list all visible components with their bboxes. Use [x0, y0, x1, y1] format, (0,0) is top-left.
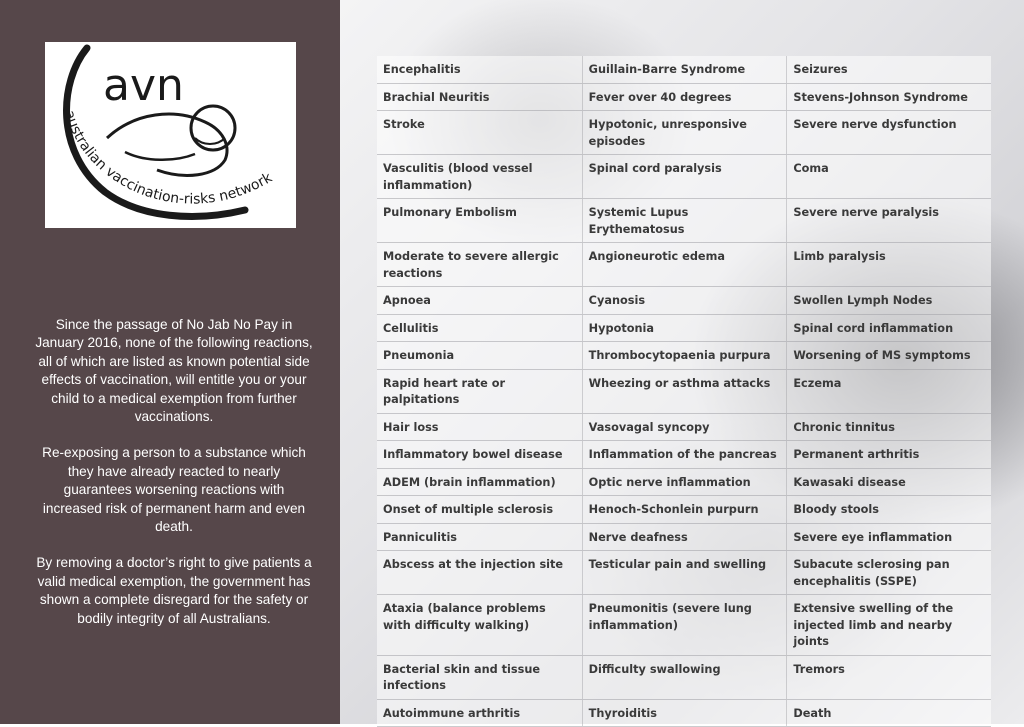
table-row — [377, 700, 991, 727]
table-row — [377, 441, 991, 469]
table-cell: Thrombocytopaenia purpura — [582, 342, 787, 369]
table-cell: Ataxia (balance problems with difficulty walking) — [377, 595, 582, 655]
table-row — [377, 342, 991, 370]
table-cell: Rapid heart rate or palpitations — [377, 370, 582, 413]
table-cell: Apnoea — [377, 287, 582, 314]
table-cell: Onset of multiple sclerosis — [377, 496, 582, 523]
table-cell: Severe nerve dysfunction — [786, 111, 991, 154]
table-row — [377, 287, 991, 315]
table-cell: Hypotonia — [582, 315, 787, 342]
table-cell: Testicular pain and swelling — [582, 551, 787, 594]
table-cell: Swollen Lymph Nodes — [786, 287, 991, 314]
table-cell: Cyanosis — [582, 287, 787, 314]
reactions-table — [377, 56, 991, 727]
table-row — [377, 111, 991, 155]
table-cell: Thyroiditis — [582, 700, 787, 727]
table-row — [377, 551, 991, 595]
sidebar-panel — [0, 0, 340, 724]
sleeping-baby-icon — [45, 42, 296, 228]
intro-paragraph: Since the passage of No Jab No Pay in January 2016, none of the following reactions, all of which are listed as known potential side effects of vaccination, will entitle you or your child to a medical exemption from further vaccinations. — [34, 316, 314, 426]
intro-text — [34, 316, 314, 646]
table-cell: Systemic Lupus Erythematosus — [582, 199, 787, 242]
table-cell: Autoimmune arthritis — [377, 700, 582, 727]
table-row — [377, 469, 991, 497]
table-cell: Chronic tinnitus — [786, 414, 991, 441]
table-row — [377, 595, 991, 656]
table-cell: Permanent arthritis — [786, 441, 991, 468]
table-cell: Limb paralysis — [786, 243, 991, 286]
table-cell: Moderate to severe allergic reactions — [377, 243, 582, 286]
table-cell: Eczema — [786, 370, 991, 413]
table-row — [377, 370, 991, 414]
table-row — [377, 315, 991, 343]
table-cell: Brachial Neuritis — [377, 84, 582, 111]
table-row — [377, 155, 991, 199]
table-cell: Severe eye inflammation — [786, 524, 991, 551]
table-row — [377, 656, 991, 700]
table-cell: Hypotonic, unresponsive episodes — [582, 111, 787, 154]
table-cell: Wheezing or asthma attacks — [582, 370, 787, 413]
intro-paragraph: By removing a doctor’s right to give patients a valid medical exemption, the government has shown a complete disregard for the safety or bodily integrity of all Australians. — [34, 554, 314, 628]
table-cell: Hair loss — [377, 414, 582, 441]
table-cell: Vasovagal syncopy — [582, 414, 787, 441]
table-cell: Cellulitis — [377, 315, 582, 342]
table-cell: Seizures — [786, 56, 991, 83]
table-cell: Difficulty swallowing — [582, 656, 787, 699]
table-cell: Bloody stools — [786, 496, 991, 523]
table-cell: Death — [786, 700, 991, 727]
table-cell: Henoch-Schonlein purpurn — [582, 496, 787, 523]
table-cell: Stevens-Johnson Syndrome — [786, 84, 991, 111]
intro-paragraph: Re-exposing a person to a substance which they have already reacted to nearly guarantees worsening reactions with increased risk of permanent harm and even death. — [34, 444, 314, 536]
svg-text:australian vaccination-risks n — [61, 109, 276, 208]
table-cell: Abscess at the injection site — [377, 551, 582, 594]
table-row — [377, 56, 991, 84]
table-cell: Stroke — [377, 111, 582, 154]
table-cell: Angioneurotic edema — [582, 243, 787, 286]
table-cell: Worsening of MS symptoms — [786, 342, 991, 369]
table-row — [377, 524, 991, 552]
table-cell: Encephalitis — [377, 56, 582, 83]
main-panel — [340, 0, 1024, 724]
table-row — [377, 243, 991, 287]
logo-tagline: australian vaccination-risks network — [61, 109, 276, 208]
table-cell: Fever over 40 degrees — [582, 84, 787, 111]
table-cell: Extensive swelling of the injected limb and nearby joints — [786, 595, 991, 655]
table-row — [377, 414, 991, 442]
table-row — [377, 199, 991, 243]
table-cell: ADEM (brain inflammation) — [377, 469, 582, 496]
table-row — [377, 496, 991, 524]
table-cell: Tremors — [786, 656, 991, 699]
table-cell: Pneumonitis (severe lung inflammation) — [582, 595, 787, 655]
table-row — [377, 84, 991, 112]
table-cell: Spinal cord paralysis — [582, 155, 787, 198]
table-cell: Panniculitis — [377, 524, 582, 551]
table-cell: Pulmonary Embolism — [377, 199, 582, 242]
table-cell: Pneumonia — [377, 342, 582, 369]
logo-wordmark: avn — [103, 60, 184, 111]
table-cell: Bacterial skin and tissue infections — [377, 656, 582, 699]
table-cell: Kawasaki disease — [786, 469, 991, 496]
logo-reflection — [45, 228, 296, 298]
table-cell: Subacute sclerosing pan encephalitis (SSPE) — [786, 551, 991, 594]
table-cell: Inflammation of the pancreas — [582, 441, 787, 468]
table-cell: Vasculitis (blood vessel inflammation) — [377, 155, 582, 198]
table-cell: Nerve deafness — [582, 524, 787, 551]
table-cell: Guillain-Barre Syndrome — [582, 56, 787, 83]
table-cell: Optic nerve inflammation — [582, 469, 787, 496]
table-cell: Spinal cord inflammation — [786, 315, 991, 342]
table-cell: Coma — [786, 155, 991, 198]
table-cell: Inflammatory bowel disease — [377, 441, 582, 468]
avn-logo — [45, 42, 296, 228]
table-cell: Severe nerve paralysis — [786, 199, 991, 242]
